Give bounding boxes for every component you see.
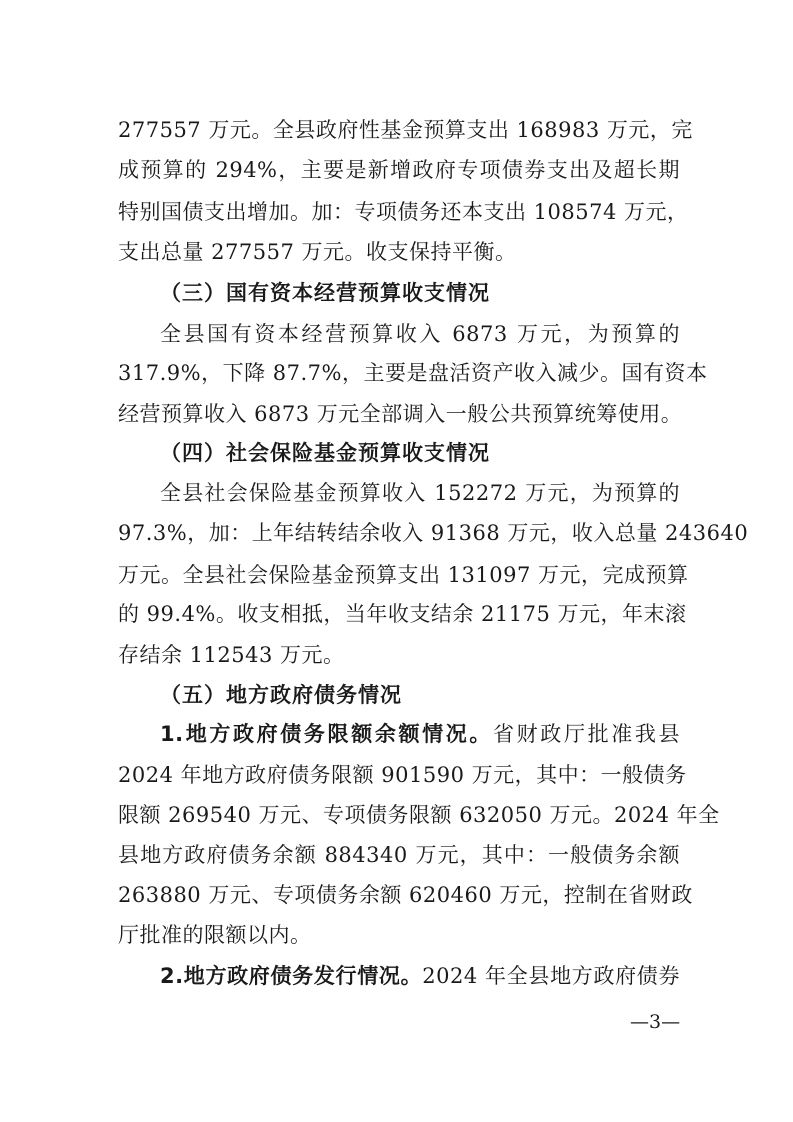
paragraph-line: 存结余 112543 万元。 <box>118 643 345 667</box>
paragraph-line: 万元。全县社会保险基金预算支出 131097 万元，完成预算 <box>118 563 689 587</box>
paragraph-line <box>160 719 680 749</box>
paragraph-line: 263880 万元、专项债务余额 620460 万元，控制在省财政 <box>118 883 693 907</box>
paragraph-line: 2024 年地方政府债务限额 901590 万元，其中：一般债务 <box>118 763 687 787</box>
paragraph-text: 2024 年全县地方政府债券 <box>422 964 680 988</box>
subsection-lead-1: 1.地方政府债务限额余额情况。 <box>160 722 494 746</box>
paragraph-line: 限额 269540 万元、专项债务限额 632050 万元。2024 年全 <box>118 803 720 827</box>
section-heading-4: （四）社会保险基金预算收支情况 <box>160 441 490 465</box>
page-number: —3— <box>630 1011 681 1033</box>
section-heading-3: （三）国有资本经营预算收支情况 <box>160 281 490 305</box>
section-heading-5: （五）地方政府债务情况 <box>160 683 402 707</box>
paragraph-text: 省财政厅批准我县 <box>493 722 680 746</box>
paragraph-line: 支出总量 277557 万元。收支保持平衡。 <box>118 240 517 264</box>
subsection-lead-2: 2.地方政府债务发行情况。 <box>160 964 423 988</box>
paragraph-line: 的 99.4%。收支相抵，当年收支结余 21175 万元，年末滚 <box>118 602 687 626</box>
paragraph-line: 经营预算收入 6873 万元全部调入一般公共预算统筹使用。 <box>118 402 683 426</box>
paragraph-line: 厅批准的限额以内。 <box>118 923 312 947</box>
paragraph-line <box>160 961 680 991</box>
paragraph-line: 全县国有资本经营预算收入 6873 万元，为预算的 <box>160 322 680 346</box>
paragraph-line: 特别国债支出增加。加：专项债务还本支出 108574 万元， <box>118 200 689 224</box>
paragraph-line: 成预算的 294%，主要是新增政府专项债券支出及超长期 <box>118 158 680 182</box>
paragraph-line: 317.9%，下降 87.7%，主要是盘活资产收入减少。国有资本 <box>118 361 708 385</box>
paragraph-line: 县地方政府债务余额 884340 万元，其中：一般债务余额 <box>118 843 680 867</box>
paragraph-line: 97.3%，加：上年结转结余收入 91368 万元，收入总量 243640 <box>118 521 749 545</box>
paragraph-line: 全县社会保险基金预算收入 152272 万元，为预算的 <box>160 481 680 505</box>
paragraph-line: 277557 万元。全县政府性基金预算支出 168983 万元，完 <box>118 118 693 142</box>
